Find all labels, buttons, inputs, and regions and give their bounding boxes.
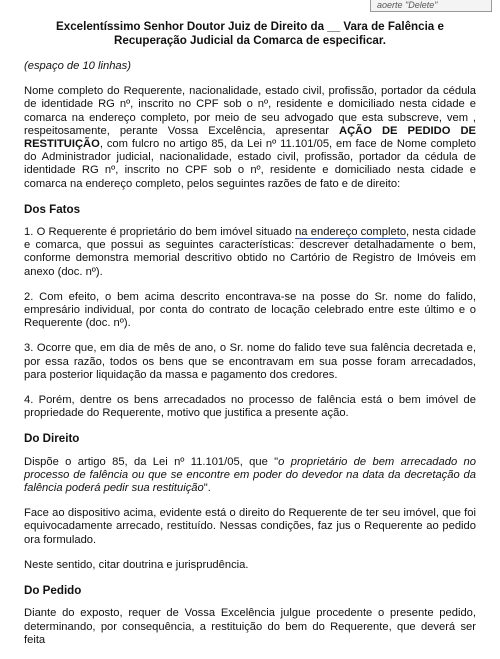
- intro-text-2: , com fulcro no artigo 85, da Lei nº 11.101/05, em face de Nome completo do Administrador judicial, nacionalidade, estado civil, profissão, portador da cédula de identidade RG nº, inscrito no CPF sob o nº, residente e domiciliado nesta cidade e comarca na endereço completo, pelos seguintes razões de fato e de direito:: [24, 138, 476, 190]
- direito-p1-text-b: ".: [203, 482, 211, 495]
- intro-paragraph: [24, 85, 476, 191]
- direito-p1-text-a: Dispõe o artigo 85, da Lei nº 11.101/05, que ": [24, 455, 279, 468]
- section-heading-pedido: Do Pedido: [24, 584, 82, 598]
- fatos-paragraph-4: 4. Porém, dentre os bens arrecadados no processo de falência está o bem imóvel de propriedade do Requerente, motivo que justifica a presente ação.: [24, 394, 476, 420]
- document-page: [24, 20, 476, 659]
- law-quote: o proprietário de bem arrecadado no processo de falência ou que se encontre em poder do devedor na data da decretação da falência poderá pedir sua restituição: [24, 455, 476, 495]
- intro-text-1: Nome completo do Requerente, nacionalidade, estado civil, profissão, portador da cédula de identidade RG nº, inscrito no CPF sob o nº, residente e domiciliado nesta cidade e comarca na endereço completo, por meio de seu advogado que esta subscreve, vem , respeitosamente, perante Vossa Excelência, apresentar: [24, 85, 476, 137]
- spacing-note: (espaço de 10 linhas): [24, 60, 131, 72]
- action-title: AÇÃO DE PEDIDO DE RESTITUIÇÃO: [24, 124, 476, 151]
- fatos-paragraph-2: 2. Com efeito, o bem acima descrito encontrava-se na posse do Sr. nome do falido, empresário individual, por conta do contrato de locação celebrado entre este último e o Requerente (doc. nº).: [24, 290, 476, 330]
- delete-hint-tab[interactable]: aoerte "Delete": [370, 0, 492, 12]
- section-heading-fatos: Dos Fatos: [24, 202, 81, 216]
- direito-paragraph-2: Face ao dispositivo acima, evidente está o direito do Requerente de ter seu imóvel, que foi equivocadamente arrecado, restituído. Nessas condições, faz jus o Requerente ao pedido ora formulado.: [24, 507, 476, 546]
- pedido-paragraph-1: Diante do exposto, requer de Vossa Excelência julgue procedente o presente pedido, determinando, por consequência, a restituição do bem do Requerente, que deverá ser feita: [24, 607, 476, 646]
- section-heading-direito: Do Direito: [24, 432, 80, 446]
- document-title: Excelentíssimo Senhor Doutor Juiz de Direito da __ Vara de Falência e Recuperação Judicial da Comarca de especificar.: [56, 20, 444, 47]
- address-link[interactable]: na endereço completo: [295, 226, 407, 239]
- fatos-paragraph-1: [24, 226, 476, 279]
- direito-paragraph-1: [24, 456, 476, 496]
- fatos-p1-text-b: , nesta cidade e comarca, que possui as seguintes características: descrever detalhadamente o bem, conforme demonstra memorial descritivo obtido no Cartório de Registro de Imóveis em anexo (doc. nº).: [24, 226, 476, 278]
- fatos-paragraph-3: 3. Ocorre que, em dia de mês de ano, o Sr. nome do falido teve sua falência decretada e, por essa razão, todos os bens que se encontravam em sua posse foram arrecadados, para posterior liquidação da massa e pagamento dos credores.: [24, 342, 476, 381]
- direito-paragraph-3: Neste sentido, citar doutrina e jurisprudência.: [24, 558, 249, 571]
- fatos-p1-text-a: 1. O Requerente é proprietário do bem imóvel situado: [24, 226, 296, 239]
